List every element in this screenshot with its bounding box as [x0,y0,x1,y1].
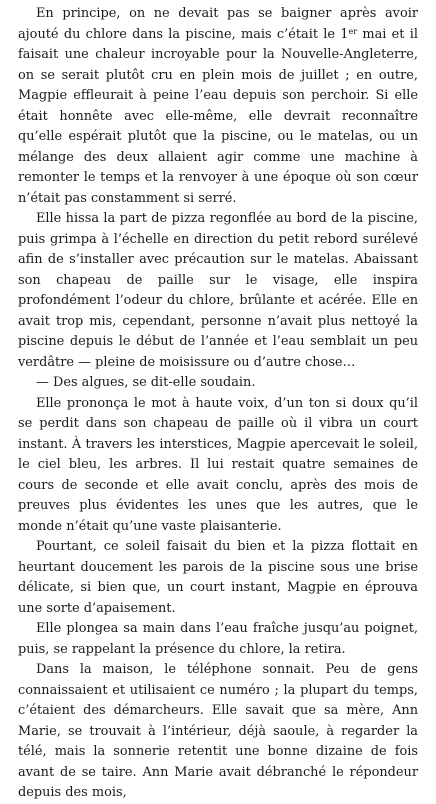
paragraph-1 [18,4,418,209]
paragraph-6: Elle plongea sa main dans l’eau fraîche jusqu’au poignet, puis, se rappelant la présence du chlore, la retira. [18,621,418,657]
paragraph-7: Dans la maison, le téléphone sonnait. Peu de gens connaissaient et utilisaient ce numéro ; la plupart du temps, c’étaient des démarcheurs. Elle savait que sa mère, Ann Marie, se trouvait à l’intérieur, déjà saoule, à regarder la télé, mais la sonnerie retentit une bonne dizaine de fois avant de se taire. Ann Marie avait débranché le répondeur depuis des mois, [18,662,418,800]
paragraph-4: Elle prononça le mot à haute voix, d’un ton si doux qu’il se perdit dans son chapeau de paille où il vibra un court instant. À travers les interstices, Magpie apercevait le soleil, le ciel bleu, les arbres. Il lui restait quatre semaines de cours de seconde et elle avait conclu, après des mois de preuves plus évidentes les unes que les autres, que le monde n’était qu’une vaste plaisanterie. [18,395,418,534]
paragraph-5: Pourtant, ce soleil faisait du bien et la pizza flottait en heurtant doucement les parois de la piscine sous une brise délicate, si bien que, un court instant, Magpie en éprouva une sorte d’apaisement. [18,539,418,616]
paragraph-1-text-start: En principe, on ne devait pas se baigner après avoir ajouté du chlore dans la piscine, mais c’était le 1 [18,6,418,42]
ordinal-superscript: er [348,26,358,36]
paragraph-3: — Des algues, se dit-elle soudain. [36,375,256,390]
paragraph-2: Elle hissa la part de pizza regonflée au bord de la piscine, puis grimpa à l’échelle en direction du petit rebord surélevé afin de s’installer avec précaution sur le matelas. Abaissant son chapeau de paille sur le visage, elle inspira profondément l’odeur du chlore, brûlante et acérée. Elle en avait trop mis, cependant, personne n’avait plus nettoyé la piscine depuis le début de l’année et l’eau semblait un peu verdâtre — pleine de moisissure ou d’autre chose… [18,211,418,370]
paragraph-1-text-end: mai et il faisait une chaleur incroyable pour la Nouvelle-Angleterre, on se serait plutôt cru en plein mois de juillet ; en outre, Magpie effleurait à peine l’eau depuis son perchoir. Si elle était honnête avec elle-même, elle devrait reconnaître qu’elle espérait plutôt que la piscine, ou le matelas, ou un mélange des deux allaient agir comme une machine à remonter le temps et la renvoyer à une époque où son cœur n’était pas constamment si serré. [18,26,418,206]
